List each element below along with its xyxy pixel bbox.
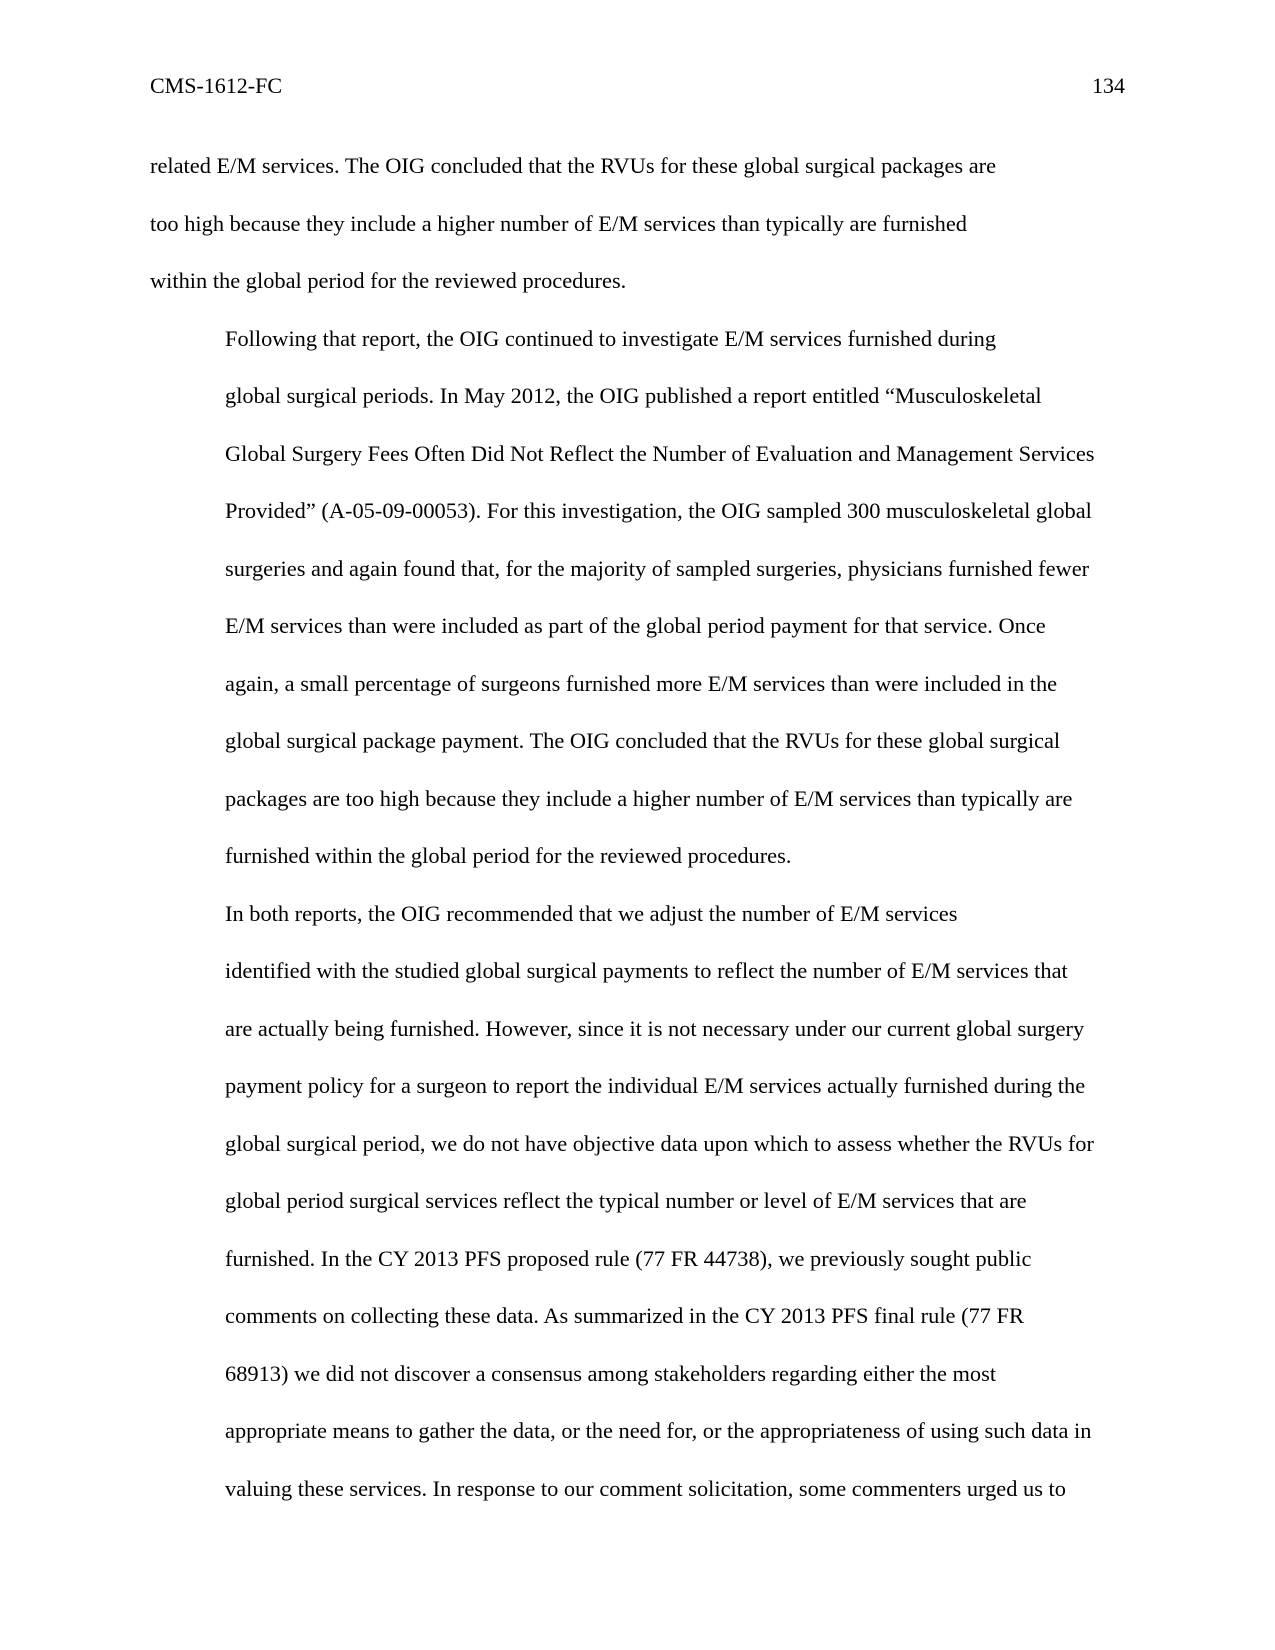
paragraph-1 bbox=[150, 137, 1125, 310]
text-line: within the global period for the reviewed procedures. bbox=[150, 268, 627, 293]
text-line: In both reports, the OIG recommended that we adjust the number of E/M services bbox=[225, 900, 958, 926]
text-line: furnished within the global period for the reviewed procedures. bbox=[225, 843, 792, 868]
text-line: 68913) we did not discover a consensus among stakeholders regarding either the most bbox=[225, 1360, 997, 1386]
text-line: global period surgical services reflect the typical number or level of E/M services that are bbox=[225, 1188, 1027, 1213]
text-line: again, a small percentage of surgeons furnished more E/M services than were included in the bbox=[225, 670, 1058, 696]
text-line: global surgical period, we do not have objective data upon which to assess whether the RVUs for bbox=[225, 1130, 1094, 1156]
paragraph-2 bbox=[150, 310, 1125, 885]
text-line: appropriate means to gather the data, or the need for, or the appropriateness of using such data in bbox=[225, 1418, 1092, 1443]
text-line: related E/M services. The OIG concluded that the RVUs for these global surgical packages are bbox=[150, 153, 997, 178]
page-header bbox=[150, 70, 1125, 102]
text-line: Provided” (A-05-09-00053). For this investigation, the OIG sampled 300 musculoskeletal global bbox=[225, 498, 1092, 523]
text-line: global surgical periods. In May 2012, the OIG published a report entitled “Musculoskeletal bbox=[225, 383, 1042, 408]
text-line: are actually being furnished. However, since it is not necessary under our current global surgery bbox=[225, 1015, 1085, 1041]
text-line: identified with the studied global surgical payments to reflect the number of E/M services that bbox=[225, 958, 1068, 983]
text-line: E/M services than were included as part of the global period payment for that service. Once bbox=[225, 613, 1046, 638]
text-line: furnished. In the CY 2013 PFS proposed rule (77 FR 44738), we previously sought public bbox=[225, 1245, 1032, 1271]
text-line: comments on collecting these data. As summarized in the CY 2013 PFS final rule (77 FR bbox=[225, 1303, 1024, 1328]
text-line: Global Surgery Fees Often Did Not Reflect the Number of Evaluation and Management Services bbox=[225, 440, 1095, 466]
document-body bbox=[150, 137, 1125, 1517]
text-line: valuing these services. In response to our comment solicitation, some commenters urged us to bbox=[225, 1475, 1066, 1501]
text-line: Following that report, the OIG continued to investigate E/M services furnished during bbox=[225, 325, 997, 351]
text-line: packages are too high because they include a higher number of E/M services than typically are bbox=[225, 785, 1073, 811]
text-line: too high because they include a higher number of E/M services than typically are furnished bbox=[150, 210, 967, 236]
text-line: global surgical package payment. The OIG concluded that the RVUs for these global surgical bbox=[225, 728, 1061, 753]
page-number: 134 bbox=[1092, 73, 1125, 98]
paragraph-3 bbox=[150, 885, 1125, 1518]
document-id: CMS-1612-FC bbox=[150, 73, 283, 98]
text-line: payment policy for a surgeon to report the individual E/M services actually furnished during the bbox=[225, 1073, 1086, 1098]
text-line: surgeries and again found that, for the majority of sampled surgeries, physicians furnished fewer bbox=[225, 555, 1090, 581]
